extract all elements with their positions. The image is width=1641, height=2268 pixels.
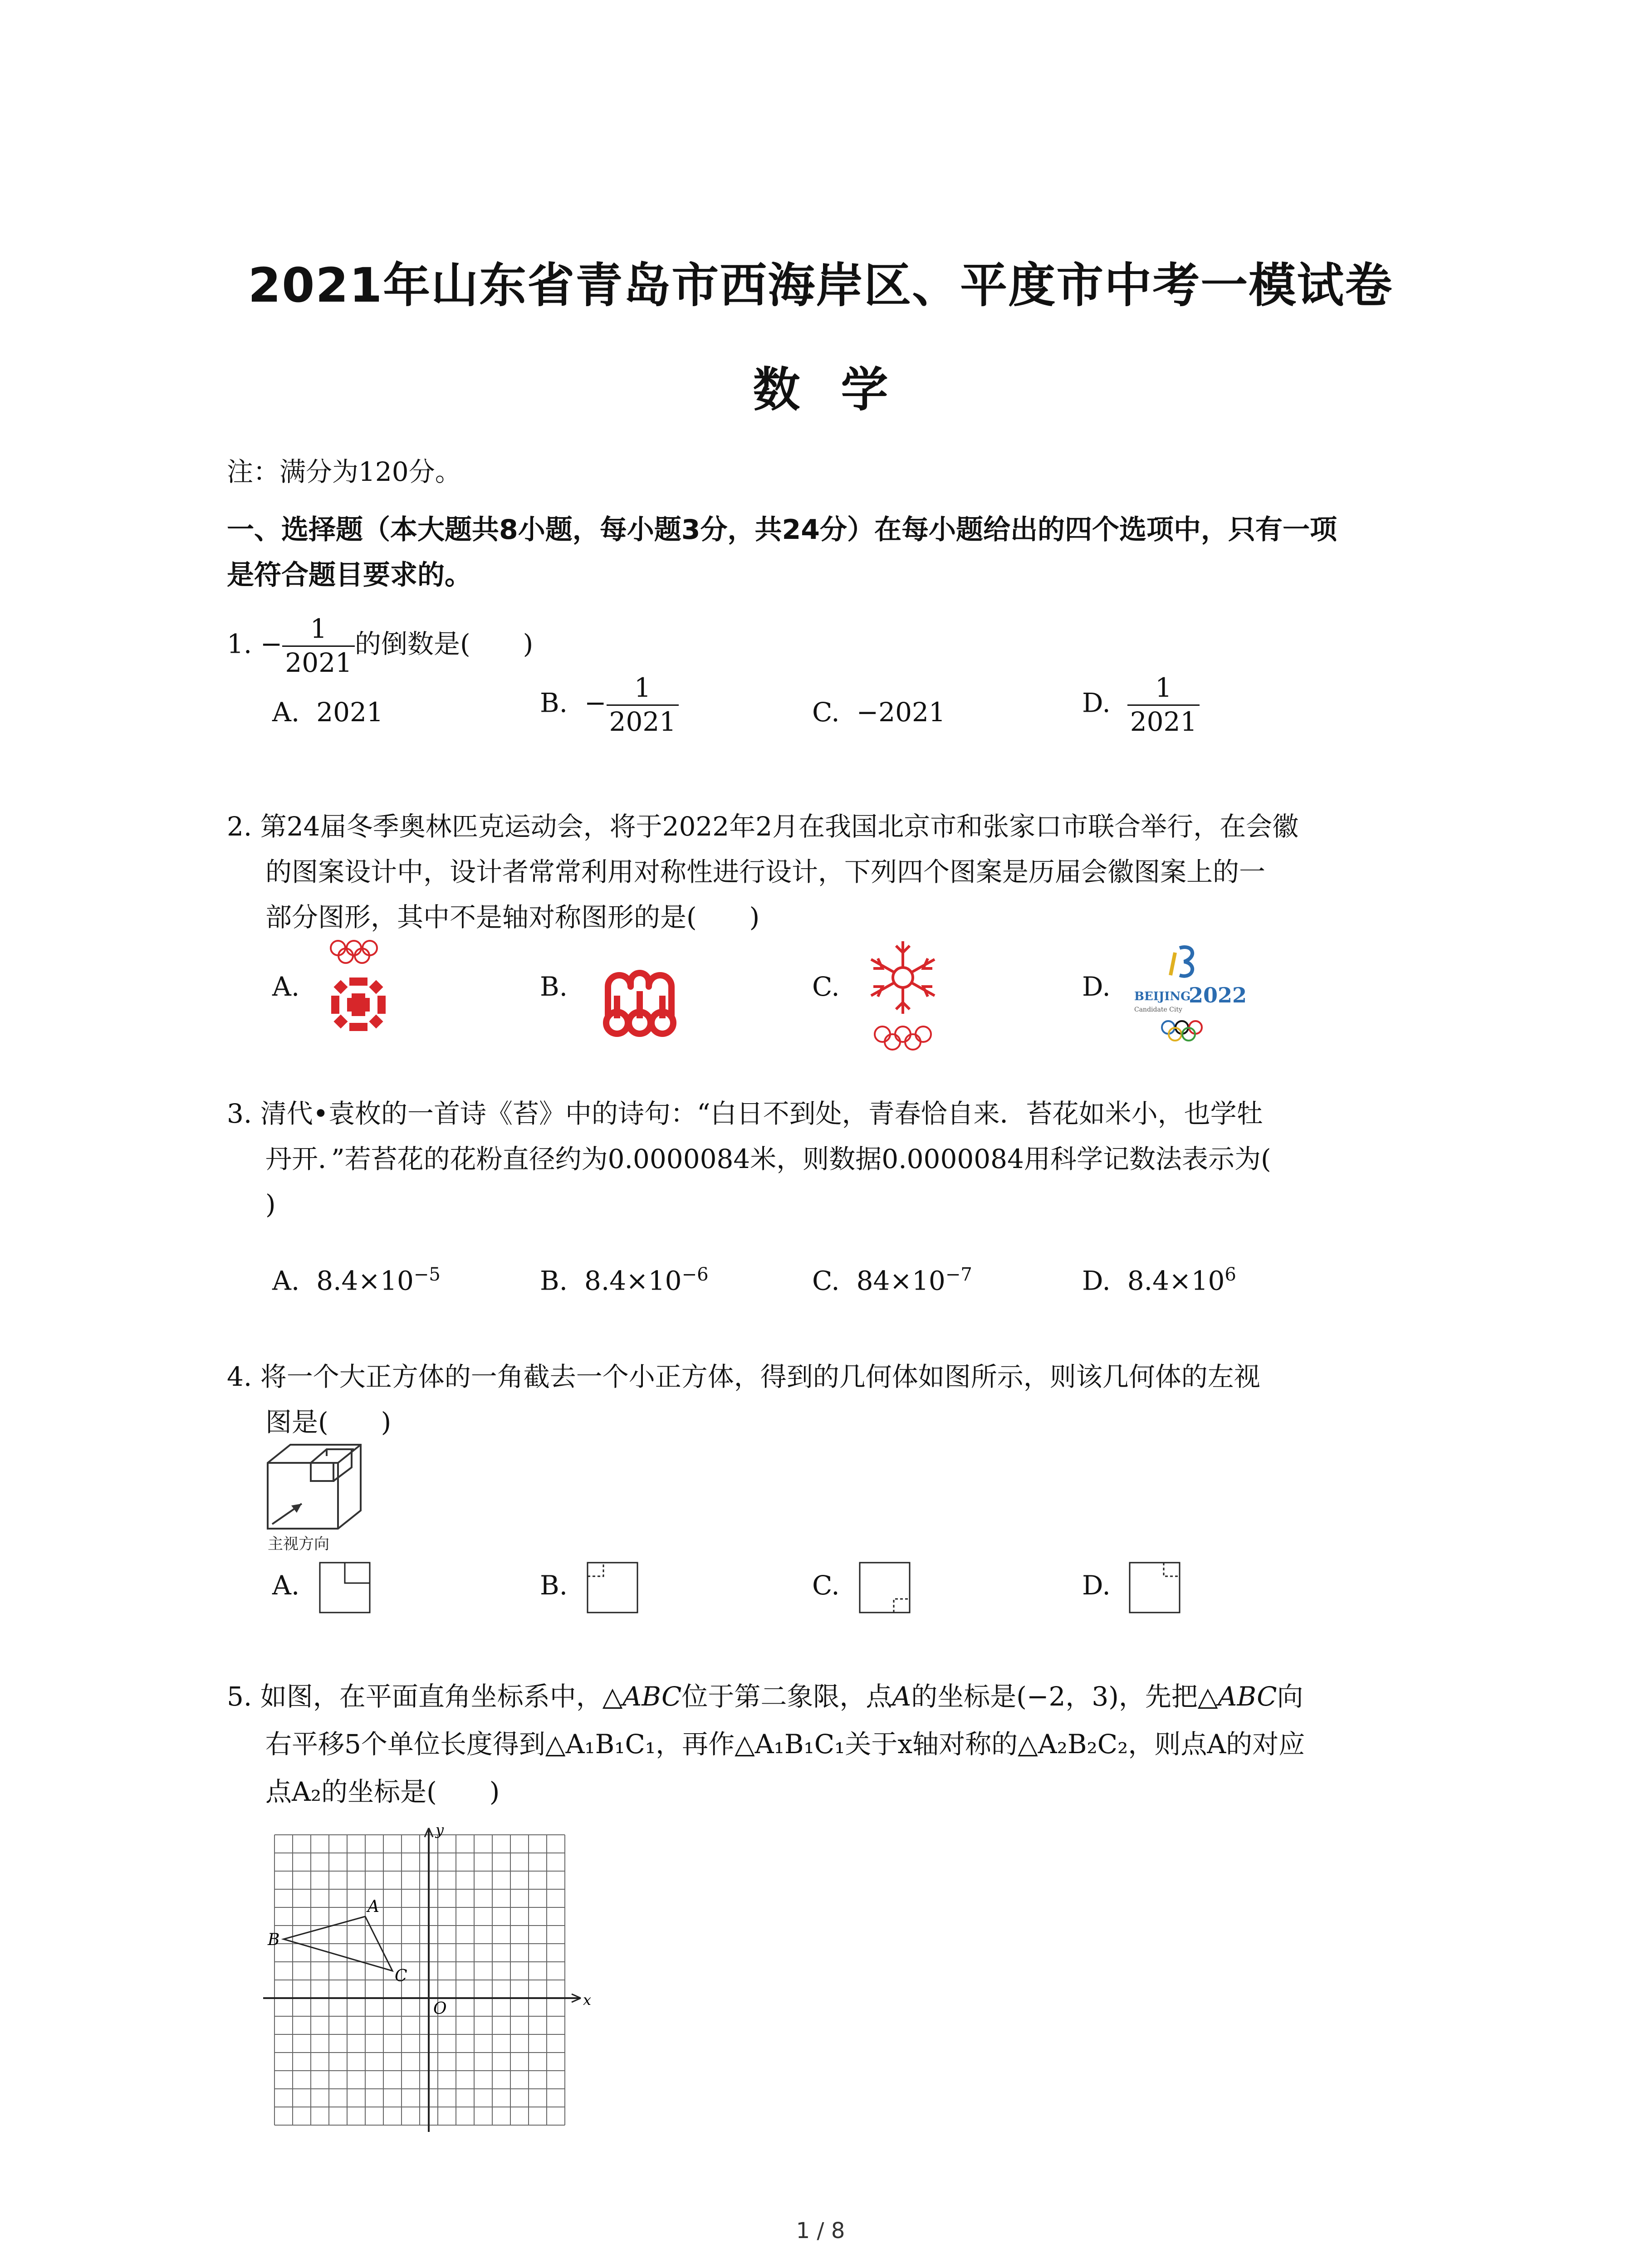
option-label: C. [812, 1265, 840, 1296]
option-base: 8.4×10 [1127, 1265, 1225, 1296]
point-name: A [892, 1681, 911, 1712]
q4-option-c-label[interactable]: C. [812, 1570, 840, 1601]
score-note: 注：满分为120分。 [227, 456, 461, 487]
option-base: 8.4×10 [584, 1265, 682, 1296]
option-label: A. [272, 697, 300, 728]
question-5-line1 [227, 1674, 1303, 1719]
question-number: 3. [227, 1098, 252, 1129]
minus-sign: − [584, 687, 607, 719]
question-4-line1 [227, 1354, 1260, 1399]
question-5-line3: 点A₂的坐标是( ) [265, 1776, 500, 1807]
question-text: 位于第二象限，点 [681, 1681, 892, 1712]
q1-option-a[interactable] [272, 689, 383, 735]
question-text: 的坐标是(−2，3)，先把△ [911, 1681, 1218, 1712]
question-text: 清代•袁枚的一首诗《苔》中的诗句：“白日不到处，青春恰自来．苔花如米小，也学牡 [260, 1098, 1263, 1129]
question-2-line2: 的图案设计中，设计者常常利用对称性进行设计，下列四个图案是历届会徽图案上的一 [265, 856, 1266, 887]
point-b-label: B [268, 1931, 280, 1949]
question-text: 将一个大正方体的一角截去一个小正方体，得到的几何体如图所示，则该几何体的左视 [260, 1361, 1260, 1392]
point-c-label: C [395, 1967, 407, 1985]
question-3-line3: ) [265, 1189, 276, 1220]
option-exponent: 6 [1225, 1264, 1236, 1285]
option-a-logo-image [318, 937, 404, 1046]
fraction-numerator: 1 [282, 615, 355, 647]
option-label: B. [540, 1265, 568, 1296]
option-d-view-image [1127, 1560, 1184, 1617]
option-a-view-image [318, 1560, 374, 1617]
question-5-line2: 右平移5个单位长度得到△A₁B₁C₁，再作△A₁B₁C₁关于x轴对称的△A₂B₂C₂，则点A的对应 [265, 1729, 1305, 1760]
q4-option-a-label[interactable]: A. [272, 1570, 300, 1601]
logo-year: 2022 [1189, 983, 1247, 1007]
option-label: A. [272, 1265, 300, 1296]
question-1 [227, 615, 533, 678]
q4-option-b-label[interactable]: B. [540, 1570, 568, 1601]
option-exponent: −7 [945, 1264, 972, 1285]
q1-option-c[interactable] [812, 689, 945, 735]
fraction [282, 615, 355, 678]
q2-option-c-label[interactable]: C. [812, 971, 840, 1002]
cube-figure [259, 1436, 377, 1554]
question-2-line1 [227, 804, 1298, 849]
question-text: 如图，在平面直角坐标系中，△ [260, 1681, 623, 1712]
question-3-line2: 丹开．”若苔花的花粉直径约为0.0000084米，则数据0.0000084用科学记数法表示为( [265, 1144, 1271, 1174]
q1-option-d[interactable] [1082, 674, 1200, 737]
fraction-numerator: 1 [1127, 674, 1200, 706]
beijing-word: BEIJING [1134, 990, 1191, 1003]
option-c-view-image [857, 1560, 914, 1617]
question-4-line2: 图是( ) [265, 1407, 392, 1437]
triangle-name: ABC [1218, 1681, 1277, 1712]
section-heading-line1: 一、选择题（本大题共8小题，每小题3分，共24分）在每小题给出的四个选项中，只有一项 [227, 514, 1337, 546]
question-3-line1 [227, 1091, 1263, 1136]
question-number: 5. [227, 1681, 252, 1712]
fraction-numerator: 1 [607, 674, 679, 706]
option-b-view-image [585, 1560, 642, 1617]
coordinate-grid-figure [254, 1819, 608, 2136]
fraction-denominator: 2021 [609, 706, 676, 737]
q3-option-b[interactable] [540, 1252, 709, 1303]
option-exponent: −6 [681, 1264, 709, 1285]
minus-sign: − [260, 628, 283, 660]
option-b-logo-image [590, 955, 690, 1041]
q2-option-b-label[interactable]: B. [540, 971, 568, 1002]
q4-option-d-label[interactable]: D. [1082, 1570, 1111, 1601]
question-text: 向 [1277, 1681, 1303, 1712]
option-label: D. [1082, 1265, 1111, 1296]
exam-title: 2021年山东省青岛市西海岸区、平度市中考一模试卷 [248, 258, 1393, 313]
section-heading-line2: 是符合题目要求的。 [227, 559, 472, 591]
point-a-label: A [367, 1897, 379, 1916]
q3-option-c[interactable] [812, 1252, 972, 1303]
option-d-logo-image [1130, 939, 1247, 1048]
candidate-city-text: Candidate City [1134, 1006, 1182, 1013]
option-text: −2021 [856, 697, 945, 728]
option-text: 2021 [316, 697, 383, 728]
option-label: C. [812, 697, 840, 728]
fraction-denominator: 2021 [285, 647, 352, 678]
q2-option-a-label[interactable]: A. [272, 971, 300, 1002]
x-axis-label: x [583, 1991, 592, 2009]
fraction-denominator: 2021 [1130, 706, 1197, 737]
exam-subject: 数学 [753, 362, 929, 417]
question-2-line3: 部分图形，其中不是轴对称图形的是( ) [265, 902, 760, 933]
figure-caption: 主视方向 [268, 1535, 329, 1553]
page-number: 1 / 8 [796, 2218, 845, 2244]
option-base: 84×10 [856, 1265, 945, 1296]
q3-option-a[interactable] [272, 1252, 441, 1303]
option-base: 8.4×10 [316, 1265, 414, 1296]
question-number: 4. [227, 1361, 252, 1392]
option-c-logo-image [857, 937, 948, 1055]
option-label: D. [1082, 687, 1111, 719]
q3-option-d[interactable] [1082, 1252, 1236, 1303]
q1-option-b[interactable] [540, 674, 679, 737]
question-text: 第24届冬季奥林匹克运动会，将于2022年2月在我国北京市和张家口市联合举行，在会徽 [260, 811, 1299, 842]
option-exponent: −5 [413, 1264, 441, 1285]
triangle-name: ABC [622, 1681, 682, 1712]
q2-option-d-label[interactable]: D. [1082, 971, 1111, 1002]
origin-label: O [433, 1999, 447, 2018]
question-text: 的倒数是( ) [355, 628, 534, 660]
fraction [607, 674, 679, 737]
y-axis-label: y [436, 1821, 444, 1838]
question-number: 1. [227, 628, 252, 660]
fraction [1127, 674, 1200, 737]
question-number: 2. [227, 811, 252, 842]
option-label: B. [540, 687, 568, 719]
